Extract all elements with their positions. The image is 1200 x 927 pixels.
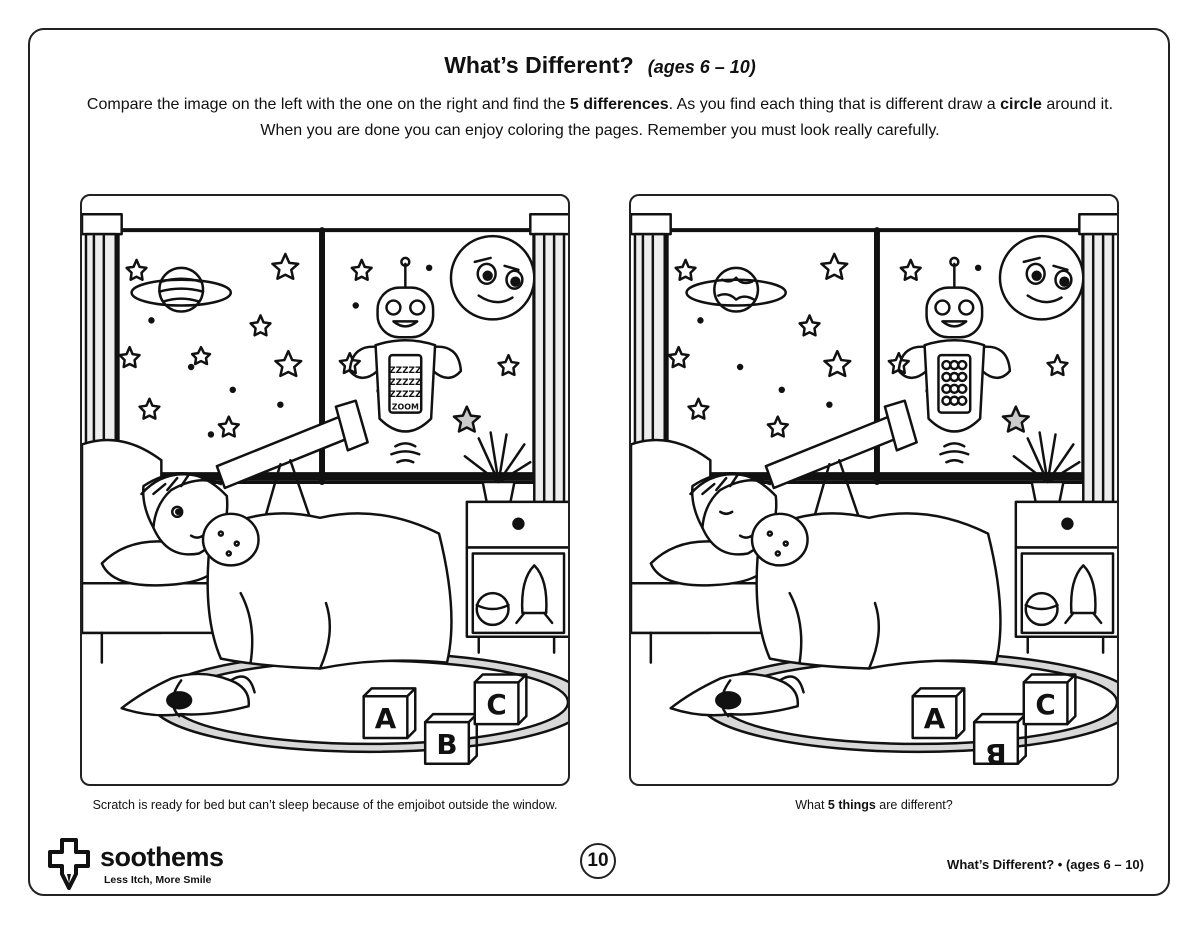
left-caption: Scratch is ready for bed but can’t sleep because of the emjoibot outside the window. [92,798,558,812]
robot-chest-zzz: ZZZZZ [389,365,422,376]
robot-chest-zzz-3: ZZZZZ [389,389,422,400]
instructions-text-3: around it. When you are done you can enjoy coloring the pages. Remember you must look really carefully. [260,96,1114,139]
right-picture-panel[interactable] [629,194,1119,786]
title-text: What’s Different? [444,52,634,78]
instructions-bold-circle: circle [1000,96,1042,113]
block-b-upside-down: B [985,736,1007,770]
brand-tagline: Less Itch, More Smile [104,874,212,886]
right-caption-text-2: are different? [875,798,953,812]
brand-name: soothems [100,842,224,872]
instructions [70,92,1130,144]
block-a: A [374,702,397,736]
left-picture-panel[interactable] [80,194,570,786]
right-caption-bold: 5 things [827,798,876,812]
right-bedroom-illustration[interactable] [631,196,1117,784]
robot-zoom-label: ZOOM [391,402,419,412]
block-b: B [436,727,458,761]
footer-section-title: What’s Different? • (ages 6 – 10) [947,857,1144,872]
left-bedroom-illustration[interactable] [82,196,568,784]
page-number: 10 [580,843,616,879]
block-c: C [1035,688,1056,722]
block-c: C [486,688,507,722]
instructions-text-1: Compare the image on the left with the one on the right and find the [86,96,570,113]
robot-chest-zzz-2: ZZZZZ [389,377,422,388]
block-a: A [923,702,946,736]
page-title [0,52,1200,79]
right-caption-text-1: What [795,798,828,812]
instructions-text-2: . As you find each thing that is different draw a [668,96,1001,113]
title-ages: (ages 6 – 10) [647,57,756,77]
right-caption [629,796,1119,815]
instructions-bold-differences: 5 differences [569,96,669,113]
